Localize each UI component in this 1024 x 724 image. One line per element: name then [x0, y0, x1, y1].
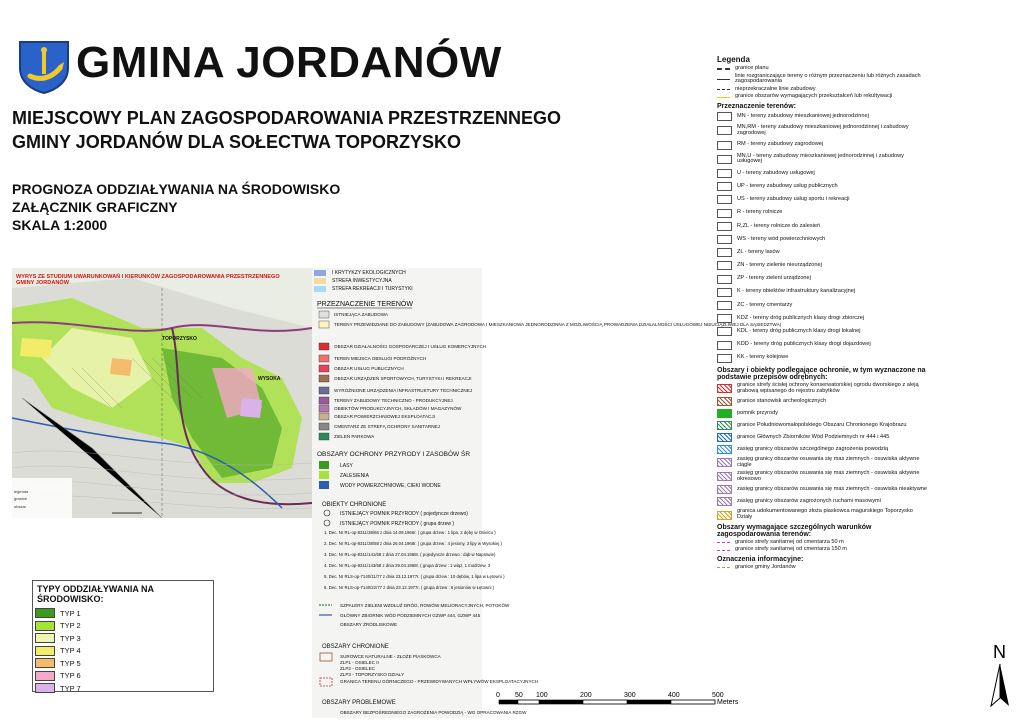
sl-gzwp: GŁÓWNY ZBIORNIK WÓD PODZIEMNYCH GZWP 444, GZWP 445 — [340, 613, 481, 618]
study-label-1: WYRYS ZE STUDIUM UWARUNKOWAŃ I KIERUNKÓW ZAGOSPODAROWANIA PRZESTRZENNEGO — [16, 274, 280, 280]
legend-przezn-label: KK - tereny kolejowe — [737, 354, 789, 361]
legend-przezn-label: KDL - tereny dróg publicznych klasy drogi lokalnej — [737, 328, 861, 335]
legend-line-label: linie rozgraniczające tereny o różnym przeznaczeniu lub różnych zasadach zagospodarowania — [735, 72, 921, 85]
legend-przezn-swatch — [717, 155, 732, 164]
legend-przezn-row — [717, 169, 927, 178]
legend-przezn-label: MN,RM - tereny zabudowy mieszkaniowej jednorodzinnej i zabudowy zagrodowej — [737, 124, 909, 136]
legend-przezn-row — [717, 182, 927, 191]
legend-ochrona-swatch — [717, 421, 732, 430]
legend-line-row — [717, 94, 927, 100]
legend-przezn-label: ZC - tereny cmentarzy — [737, 301, 793, 308]
legend-ochrona-row — [717, 509, 927, 520]
legend-przezn-swatch — [717, 288, 732, 297]
legend-ochrona-row — [717, 383, 927, 394]
legend-przezn-row — [717, 209, 927, 218]
legend-przezn-swatch — [717, 327, 732, 336]
sl-obiekty: OBIEKTY CHRONIONE — [322, 502, 387, 508]
study-legend-item: ISTNIEJĄCA ZABUDOWA — [334, 312, 388, 317]
legend-ochrona-label: granice Głównych Zbiorników Wód Podziemnych nr 444 i 445 — [737, 433, 890, 440]
sl-granica: GRANICA TERENU GÓRNICZEGO - PRZEWIDYWANYCH WPŁYWÓW EKSPLOATACYJNYCH — [340, 679, 539, 684]
impact-type-row — [33, 607, 213, 620]
legend-przezn-swatch — [717, 182, 732, 191]
legend-title: Legenda — [717, 55, 750, 64]
village-label-toporzysko: TOPORZYSKO — [162, 336, 197, 342]
legend-ochrona-row — [717, 421, 927, 430]
legend-przezn-swatch — [717, 301, 732, 310]
legend-przezn-swatch — [717, 112, 732, 121]
legend-przezn-row — [717, 354, 927, 363]
legend-ochrona-label: zasięg granicy obszarów szczególnego zagrożenia powodzią — [737, 445, 889, 452]
impact-types-list — [33, 607, 213, 695]
scale-bar — [496, 690, 739, 720]
impact-type-swatch — [35, 633, 55, 643]
study-legend-item: TEREN MIEJSCA OBSŁUGI PODRÓŻNYCH — [334, 356, 427, 361]
study-legend-swatch — [319, 311, 329, 318]
study-legend-item: WYRÓŻNIONE URZĄDZENIA INFRASTRUKTURY TECHNICZNEJ — [334, 388, 473, 393]
impact-types-title: TYPY ODDZIAŁYWANIA NA ŚRODOWISKO: — [37, 584, 154, 604]
legend-ochrona-label: zasięg granicy obszarów osuwania się mas ziemnych - osuwiska nieaktywne — [737, 486, 927, 493]
legend-line-label: granice strefy sanitarnej od cmentarza 50 m — [735, 538, 844, 545]
sl-t2: STREFA INWESTYCYJNA — [332, 278, 392, 284]
legend-ochrona-label: zasięg granicy obszarów osuwania się mas ziemnych - osuwiska aktywne okresowo — [737, 470, 920, 482]
impact-type-row — [33, 620, 213, 633]
legend-ochrona-row — [717, 397, 927, 406]
scale-tick-label: 0 — [496, 692, 500, 699]
scale-tick-label: 100 — [536, 692, 548, 699]
sl-surowce: SUROWCE NATURALNE - ZŁOŻE PIASKOWCA — [340, 654, 441, 659]
study-legend-item: OBSZAR DZIAŁALNOŚCI GOSPODARCZEJ I USŁUG KOMERCYJNYCH — [334, 344, 487, 349]
legend-ochrona-label: zasięg granicy obszarów osuwania się mas ziemnych - osuwiska aktywne ciągle — [737, 456, 920, 468]
study-legend — [312, 268, 782, 718]
decision-item: 4. Dec. Nr RL-op-8311/143/68 z dnia 29.04.1968r. ( grupa drzew : 1 wiąz, 1 modrzew, 3 — [324, 563, 491, 568]
scale-segments — [499, 700, 715, 704]
legend-szczeg-list — [717, 540, 927, 553]
legend-line-row — [717, 66, 927, 72]
legend-przezn-swatch — [717, 248, 732, 257]
impact-type-label: TYP 1 — [60, 608, 81, 618]
impact-type-label: TYP 2 — [60, 621, 81, 631]
impact-type-swatch — [35, 683, 55, 693]
legend-inf-title: Oznaczenia informacyjne: — [717, 555, 804, 563]
impact-type-label: TYP 3 — [60, 633, 81, 643]
legend-przezn-swatch — [717, 354, 732, 363]
legend-przezn-title: Przeznaczenie terenów: — [717, 102, 796, 110]
legend-przezn-row — [717, 275, 927, 284]
impact-type-row — [33, 682, 213, 695]
legend-line-row — [717, 540, 927, 546]
north-arrow-icon — [985, 640, 1015, 710]
legend-przezn-label: R - tereny rolnicze — [737, 209, 783, 216]
scale-tick-label: 200 — [580, 692, 592, 699]
legend-przezn-label: UP - tereny zabudowy usług publicznych — [737, 182, 838, 189]
impact-type-label: TYP 6 — [60, 671, 81, 681]
scale-title: SKALA 1:2000 — [12, 217, 108, 233]
legend-ochrona-swatch — [717, 433, 732, 442]
scale-unit: Meters — [717, 699, 739, 706]
legend-ochrona-swatch — [717, 485, 732, 494]
legend-przezn-label: WS - tereny wód powierzchniowych — [737, 235, 826, 242]
impact-type-row — [33, 632, 213, 645]
sl-t3: STREFA REKREACJI I TURYSTYKI — [332, 286, 413, 292]
study-legend-item: OBSZAR URZĄDZEŃ SPORTOWYCH, TURYSTYKI I REKREACJI — [334, 376, 472, 381]
legend-przezn-label: RM - tereny zabudowy zagrodowej — [737, 141, 824, 148]
legend-ochrona-row — [717, 433, 927, 442]
sl-przezn: PRZEZNACZENIE TERENÓW — [317, 301, 413, 308]
legend-line-symbol — [717, 550, 730, 551]
study-legend-swatch — [319, 423, 329, 430]
study-legend-item: OBSZAR POWIERZCHNIOWEJ EKSPLOATACJI — [334, 414, 435, 419]
legend-ochrona-title: Obszary i obiekty podlegające ochronie, w tym wyznaczone na podstawie przepisów odrębnych: — [717, 366, 926, 381]
scale-tick-label: 50 — [515, 692, 523, 699]
legend-ochrona-label: granica udokumentowanego złoża piaskowca magurskiego Toporzysko Działy — [737, 508, 913, 521]
impact-type-swatch — [35, 621, 55, 631]
legend-line-row — [717, 565, 927, 571]
legend-przezn-label: KDD - tereny dróg publicznych klasy drogi dojazdowej — [737, 341, 871, 348]
legend-przezn-label: U - tereny zabudowy usługowej — [737, 169, 815, 176]
sl-t1: I KRYTYKZY EKOLOGICZNYCH — [332, 270, 406, 276]
legend-przezn-swatch — [717, 275, 732, 284]
legend-przezn-row — [717, 141, 927, 150]
legend-ochrona-swatch — [717, 472, 732, 481]
legend-przezn-row — [717, 314, 927, 323]
impact-type-swatch — [35, 658, 55, 668]
legend-przezn-row — [717, 327, 927, 336]
study-legend-swatch — [319, 387, 329, 394]
legend-przezn-label: MN - tereny zabudowy mieszkaniowej jednorodzinnej — [737, 112, 869, 119]
legend-przezn-row — [717, 112, 927, 121]
legend-przezn-row — [717, 125, 927, 136]
legend-ochrona-list — [717, 383, 927, 521]
study-legend-swatch — [319, 375, 329, 382]
study-legend-item: CMENTARZ ZE STREFĄ OCHRONY SANITARNEJ — [334, 424, 440, 429]
study-legend-item: TERENY PRZEWIDZIANE DO ZABUDOWY (ZABUDOWA ZAGRODOWA I MIESZKANIOWA JEDNORODZINNA Z MOŻLIWOŚCIĄ PROWADZENIA DZIAŁALNOŚCI USŁUGOWEJ NIEUCIĄŻLIWEJ DLA SĄSIEDZTWA) — [334, 322, 782, 327]
legend-przezn-label: ZN - tereny zielenie nieurządzonej — [737, 262, 822, 269]
legend-przezn-swatch — [717, 314, 732, 323]
impact-type-label: TYP 4 — [60, 646, 81, 656]
scale-tick-label: 400 — [668, 692, 680, 699]
legend-lines — [717, 66, 927, 100]
legend-szczeg-title: Obszary wymagające szczególnych warunków zagospodarowania terenów: — [717, 523, 872, 538]
impact-type-label: TYP 7 — [60, 683, 81, 693]
legend-line-symbol — [717, 97, 730, 98]
study-legend-swatch — [319, 433, 329, 440]
legend-line-row — [717, 87, 927, 93]
sl-ochrony: OBSZARY OCHRONY PRZYRODY I ZASOBÓW ŚR — [317, 451, 471, 458]
page-title: GMINA JORDANÓW — [76, 38, 502, 87]
legend-przezn-row — [717, 222, 927, 231]
study-legend-swatch — [319, 355, 329, 362]
study-legend-item: ZIELEŃ PARKOWA — [334, 434, 375, 439]
legend-line-symbol — [717, 567, 730, 568]
legend-przezn-row — [717, 195, 927, 204]
legend-przezn-label: R,ZL - tereny rolnicze do zalesień — [737, 222, 821, 229]
legend-ochrona-row — [717, 457, 927, 468]
sl-bezposr: OBSZARY BEZPOŚREDNIEGO ZAGROŻENIA POWODZIĄ - WG OPRACOWANIA RZGW — [340, 710, 527, 715]
forecast-title: PROGNOZA ODDZIAŁYWANIA NA ŚRODOWISKO — [12, 181, 341, 197]
svg-text:granice: granice — [14, 496, 28, 501]
legend-przezn-swatch — [717, 222, 732, 231]
plan-legend — [717, 56, 927, 572]
legend-przezn-swatch — [717, 195, 732, 204]
decision-item: 3. Dec. Nr RL-op-8311/141/68 z dnia 27.04.1968r. ( pojedyncze drzewo : dąb w Naprawie) — [324, 552, 496, 557]
scale-tick-label: 500 — [712, 692, 724, 699]
legend-inf-list — [717, 565, 927, 571]
legend-przezn-label: ZL - tereny lasów — [737, 248, 780, 255]
forecast-block — [12, 180, 340, 234]
study-legend-swatch — [319, 365, 329, 372]
impact-type-label: TYP 5 — [60, 658, 81, 668]
legend-ochrona-swatch — [717, 497, 732, 506]
study-legend-swatch — [319, 321, 329, 328]
legend-ochrona-row — [717, 485, 927, 494]
sl-lasy: LASY — [340, 463, 353, 469]
study-legend-item: OBIEKTÓW PRODUKCYJNYCH, SKŁADÓW I MAGAZYNÓW — [334, 406, 462, 411]
legend-przezn-label: MN,U - tereny zabudowy mieszkaniowej jednorodzinnej i zabudowy usługowej — [737, 152, 904, 165]
legend-przezn-swatch — [717, 126, 732, 135]
legend-line-label: nieprzekraczalne linie zabudowy — [735, 85, 816, 92]
legend-ochrona-row — [717, 497, 927, 506]
decision-item: 5. Dec. Nr RLS-op-7140/11/77 z dnia 23.12.1977r. ( grupa drzew : 10 dębów, 1 lipa w Łętowni ) — [324, 574, 505, 579]
legend-ochrona-row — [717, 409, 927, 418]
sl-szpalery: SZPALERY ZIELENI WZDŁUŻ DRÓG, ROWÓW MELIORACYJNYCH, POTOKÓW — [340, 603, 510, 608]
sl-chronione: OBSZARY CHRONIONE — [322, 644, 389, 650]
impact-type-row — [33, 645, 213, 658]
legend-ochrona-row — [717, 471, 927, 482]
legend-przezn-swatch — [717, 169, 732, 178]
scale-bar-svg — [496, 690, 739, 720]
legend-line-symbol — [717, 79, 730, 80]
legend-przezn-swatch — [717, 341, 732, 350]
legend-ochrona-swatch — [717, 511, 732, 520]
sl-pomnik2: ISTNIEJĄCY POMNIK PRZYRODY ( grupa drzew ) — [340, 521, 455, 527]
legend-ochrona-label: zasięg granicy obszarów zagrożonych ruchami masowymi — [737, 498, 881, 505]
legend-line-symbol — [717, 542, 730, 543]
legend-przezn-row — [717, 301, 927, 310]
legend-przezn-row — [717, 288, 927, 297]
legend-ochrona-label: granice stanowisk archeologicznych — [737, 397, 827, 404]
sl-zrodl: OBSZARY ŹRÓDLISKOWE — [340, 622, 398, 627]
legend-przezn-swatch — [717, 209, 732, 218]
legend-line-symbol — [717, 89, 730, 90]
sl-problemowe: OBSZARY PROBLEMOWE — [322, 700, 396, 706]
legend-ochrona-swatch — [717, 445, 732, 454]
legend-ochrona-label: granice strefy ścisłej ochrony konserwatorskiej ogrodu dworskiego z aleją grabową wpisanego do rejestru zabytków — [737, 381, 919, 394]
legend-line-row — [717, 547, 927, 553]
legend-przezn-swatch — [717, 141, 732, 150]
decision-item: 1. Dec. Nr RL-op-8311/38/66 z dnia 14.09.1966r. ( grupa drzew : 1 lipa, 2 dęby w Osielcu ) — [324, 530, 496, 535]
legend-line-row — [717, 74, 927, 85]
impact-types-legend — [32, 580, 214, 692]
legend-przezn-row — [717, 341, 927, 350]
coat-of-arms-icon — [18, 40, 70, 94]
legend-ochrona-row — [717, 445, 927, 454]
legend-przezn-label: US - tereny zabudowy usług sportu i rekreacji — [737, 196, 850, 203]
impact-type-swatch — [35, 671, 55, 681]
legend-line-label: granice strefy sanitarnej od cmentarza 150 m — [735, 546, 847, 553]
legend-przezn-label: K - tereny obiektów infrastruktury kanalizacyjnej — [737, 288, 856, 295]
legend-przezn-row — [717, 248, 927, 257]
impact-type-row — [33, 670, 213, 683]
study-legend-swatch — [319, 397, 329, 404]
map-base — [12, 268, 312, 518]
sl-pomnik1: ISTNIEJĄCY POMNIK PRZYRODY ( pojedyncze drzewo) — [340, 511, 468, 517]
legend-ochrona-swatch — [717, 397, 732, 406]
sl-zlp3: ZLP3 - TOPORZYSKO DZIAŁY — [340, 672, 405, 677]
impact-type-swatch — [35, 646, 55, 656]
study-legend-item: TERENY ZABUDOWY TECHNICZNO - PRODUKCYJNEJ — [334, 398, 453, 403]
legend-ochrona-swatch — [717, 409, 732, 418]
legend-line-symbol — [717, 68, 730, 70]
annex-title: ZAŁĄCZNIK GRAFICZNY — [12, 199, 178, 215]
legend-ochrona-label: pomnik przyrody — [737, 409, 779, 416]
study-legend-swatch — [319, 413, 329, 420]
decision-item: 6. Dec. Nr RLS-op-7140/22/77 z dnia 23.12.1977r. ( grupa drzew : 6 jesionów w Łętowni ) — [324, 585, 495, 590]
legend-line-label: granice gminy Jordanów — [735, 563, 796, 570]
plan-title — [12, 106, 612, 154]
sl-wody: WODY POWIERZCHNIOWE, CIEKI WODNE — [340, 483, 441, 489]
legend-przezn-label: KDZ - tereny dróg publicznych klasy drogi zbiorczej — [737, 314, 865, 321]
svg-text:obszar: obszar — [14, 504, 27, 509]
legend-przezn-row — [717, 261, 927, 270]
village-label-wysoka: WYSOKA — [258, 376, 281, 382]
legend-line-label: granice obszarów wymagających przekształceń lub rekultywacji — [735, 93, 893, 100]
north-label: N — [993, 642, 1006, 662]
scale-tick-label: 300 — [624, 692, 636, 699]
legend-ochrona-swatch — [717, 384, 732, 393]
plan-title-line1: MIEJSCOWY PLAN ZAGOSPODAROWANIA PRZESTRZENNEGO — [12, 108, 562, 128]
plan-title-line2: GMINY JORDANÓW DLA SOŁECTWA TOPORZYSKO — [12, 132, 462, 152]
legend-line-label: granice planu — [735, 65, 769, 71]
sl-zal: ZALESIENIA — [340, 473, 369, 479]
decision-item: 2. Dec. Nr RL-op-8311/38/58 z dnia 26.04.1968r. ( grupa drzew : 4 jesiony, 3 lipy w Wysokiej ) — [324, 541, 502, 546]
study-label-2: GMINY JORDANÓW — [16, 280, 70, 286]
sl-zlp2: ZLP2 - OSIELEC — [340, 666, 375, 671]
legend-przezn-row — [717, 235, 927, 244]
sl-zlp1: ZLP1 - OSIELEC II — [340, 660, 379, 665]
legend-przezn-label: ZP - tereny zieleni urządzonej — [737, 275, 811, 282]
legend-ochrona-label: granice Południowomałopolskiego Obszaru Chronionego Krajobrazu — [737, 421, 907, 428]
legend-przezn-swatch — [717, 235, 732, 244]
legend-przezn-row — [717, 154, 927, 165]
study-legend-swatch — [319, 343, 329, 350]
impact-type-swatch — [35, 608, 55, 618]
impact-type-row — [33, 657, 213, 670]
legend-przezn-list — [717, 112, 927, 363]
legend-ochrona-swatch — [717, 458, 732, 467]
legend-przezn-swatch — [717, 261, 732, 270]
svg-text:legenda: legenda — [14, 489, 29, 494]
study-legend-item: OBSZAR USŁUG PUBLICZNYCH — [334, 366, 404, 371]
study-legend-swatch — [319, 405, 329, 412]
